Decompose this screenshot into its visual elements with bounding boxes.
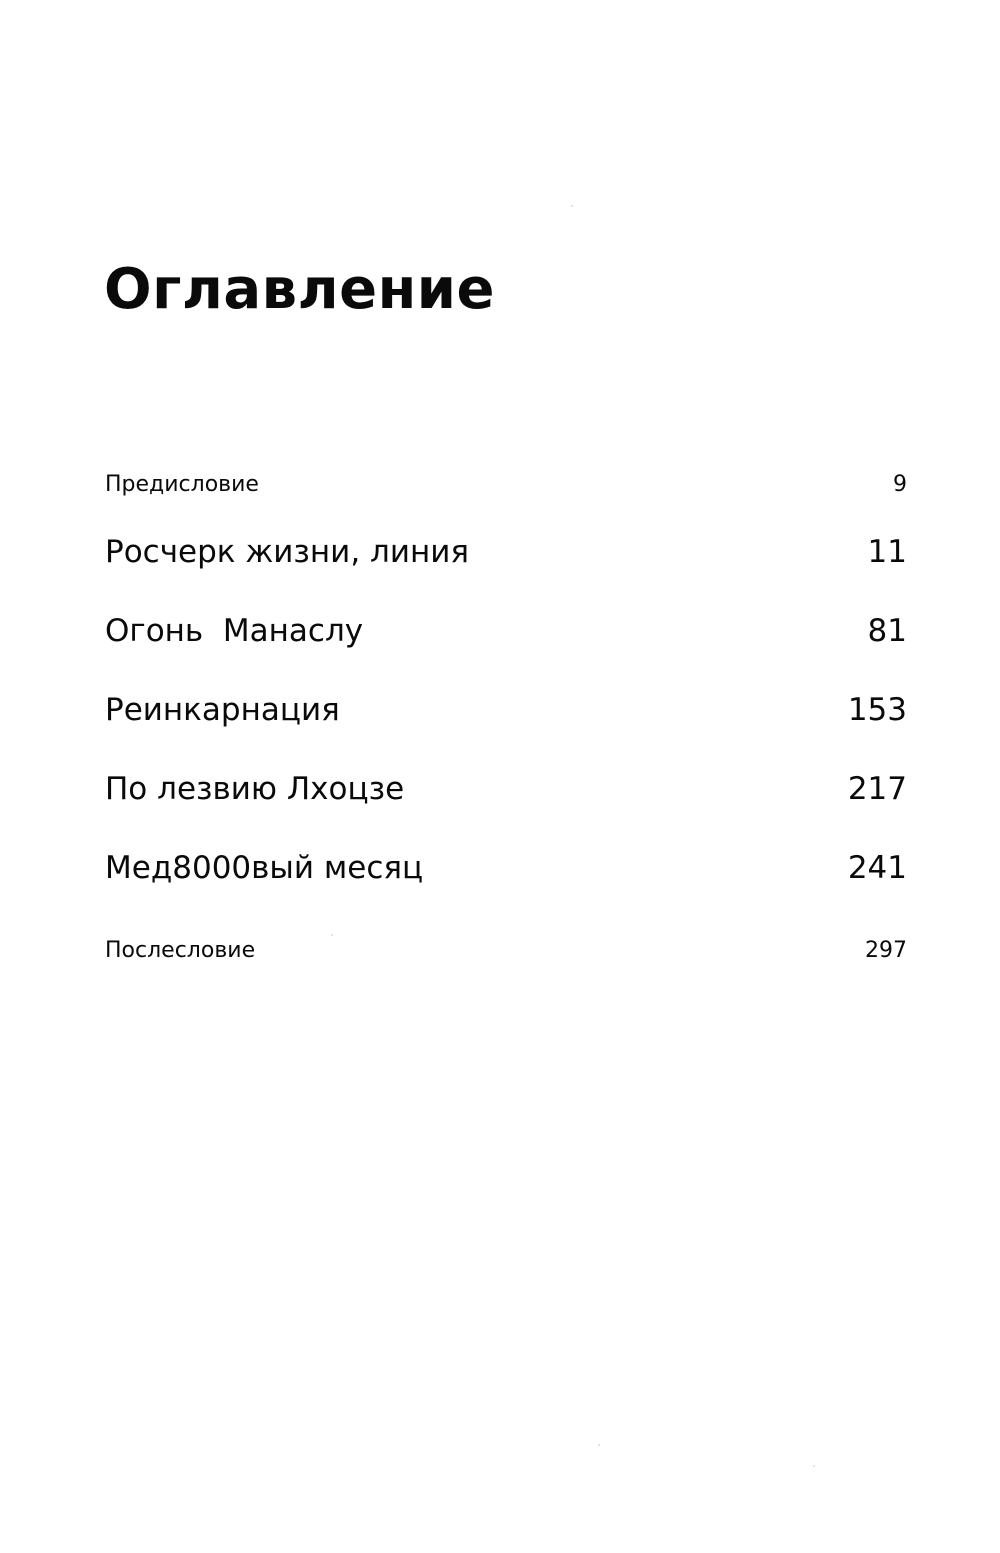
toc-entry-chapter <box>105 534 907 570</box>
page-title: Оглавление <box>104 257 496 322</box>
toc-entry-chapter <box>105 850 907 886</box>
toc-entry-label: По лезвию Лхоцзе <box>105 771 405 807</box>
toc-entry-label: Предисловие <box>105 472 259 497</box>
toc-entry-label: Мед8000вый месяц <box>105 850 424 886</box>
paper-speck <box>331 934 333 936</box>
toc-entry-page-number: 217 <box>847 771 907 807</box>
toc-entry-label: Росчерк жизни, линия <box>105 534 470 570</box>
toc-entry-page-number: 241 <box>847 850 907 886</box>
toc-entry-page-number: 11 <box>867 534 907 570</box>
paper-speck <box>598 1444 600 1446</box>
paper-speck <box>571 205 573 207</box>
toc-entry-chapter <box>105 613 907 649</box>
toc-entry-page-number: 9 <box>893 472 907 497</box>
toc-entry-page-number: 153 <box>847 692 907 728</box>
toc-entry-page-number: 81 <box>867 613 907 649</box>
toc-entry-label: Реинкарнация <box>105 692 340 728</box>
toc-entry-label: Послесловие <box>105 938 256 963</box>
toc-entry-chapter <box>105 692 907 728</box>
toc-entry-afterword <box>105 940 907 962</box>
toc-entry-preface <box>105 474 907 496</box>
toc-entry-page-number: 297 <box>865 938 907 963</box>
toc-entry-label: Огонь Манаслу <box>105 613 364 649</box>
toc-entry-chapter <box>105 771 907 807</box>
paper-speck <box>813 1465 815 1467</box>
